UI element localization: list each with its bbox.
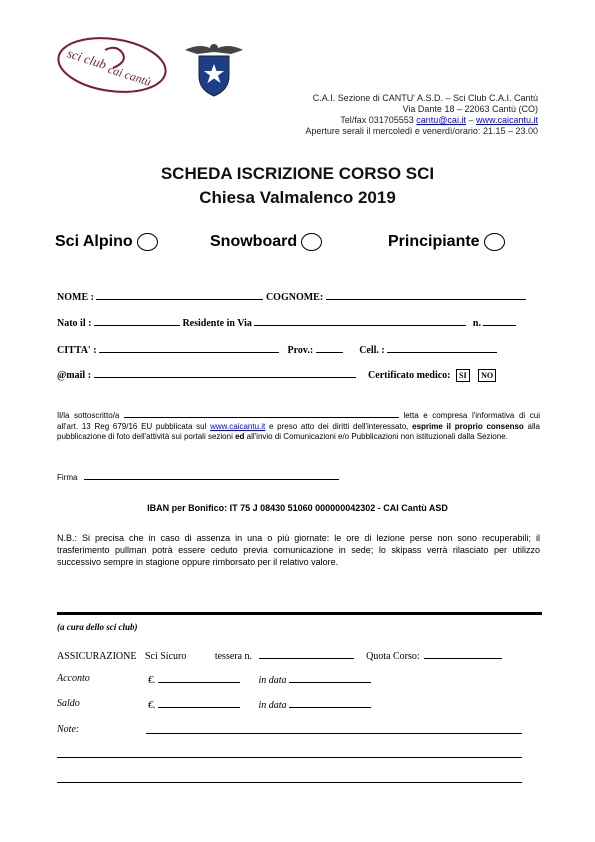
certificato-si-box[interactable]: SI: [456, 369, 470, 382]
civico-field[interactable]: [483, 316, 516, 326]
address-block: [305, 93, 538, 137]
option-snowboard[interactable]: Snowboard: [210, 233, 322, 251]
opening-hours: Aperture serali il mercoledì e venerdì/orario: 21.15 – 23.00: [305, 126, 538, 136]
row-acconto: €. in data: [148, 673, 371, 686]
saldo-label: Saldo: [57, 698, 80, 709]
nome-field[interactable]: [96, 290, 263, 300]
row-citta: CITTA' : Prov.: Cell. :: [57, 343, 497, 356]
cell-field[interactable]: [387, 343, 497, 353]
certificato-no-box[interactable]: NO: [478, 369, 496, 382]
radio-circle[interactable]: [137, 233, 158, 251]
firma-field[interactable]: [84, 470, 339, 480]
consent-site-link[interactable]: www.caicantu.it: [210, 421, 266, 431]
row-mail: @mail : Certificato medico: SI NO: [57, 368, 496, 382]
website-link[interactable]: www.caicantu.it: [475, 115, 538, 125]
saldo-field[interactable]: [158, 698, 240, 708]
sottoscritto-field[interactable]: [124, 408, 399, 418]
email-link[interactable]: cantu@cai.it: [416, 115, 466, 125]
section-divider: [57, 612, 542, 615]
option-sci-alpino[interactable]: Sci Alpino: [55, 233, 158, 251]
radio-circle[interactable]: [301, 233, 322, 251]
acconto-label: Acconto: [57, 673, 90, 684]
sci-club-logo: [55, 36, 170, 94]
acconto-data-field[interactable]: [289, 673, 371, 683]
club-heading: (a cura dello sci club): [57, 622, 138, 632]
page-title: SCHEDA ISCRIZIONE CORSO SCI: [160, 164, 435, 183]
org-address: Via Dante 18 – 22063 Cantù (CO): [402, 104, 538, 114]
note-label: Note:: [57, 724, 80, 735]
page-subtitle: Chiesa Valmalenco 2019: [199, 188, 396, 207]
svg-text:cai cantù: cai cantù: [106, 61, 153, 89]
row-saldo: €. in data: [148, 698, 371, 711]
option-principiante[interactable]: Principiante: [388, 233, 505, 251]
firma-row: Firma: [57, 470, 339, 482]
nb-paragraph: N.B.: Si precisa che in caso di assenza in una o più giornate: le ore di lezione perse non sono recuperabili; il trasferimento pullman potrà essere ceduto previa comunicazione in sede; lo skipass verrà rilasciato per utilizzo successivo sempre in stagione oppure rimborsato per il relativo valore.: [57, 533, 540, 567]
prov-field[interactable]: [316, 343, 343, 353]
radio-circle[interactable]: [484, 233, 505, 251]
saldo-data-field[interactable]: [289, 698, 371, 708]
iban-line: IBAN per Bonifico: IT 75 J 08430 51060 000000042302 - CAI Cantù ASD: [147, 503, 448, 513]
acconto-field[interactable]: [158, 673, 240, 683]
citta-field[interactable]: [99, 343, 279, 353]
cognome-field[interactable]: [326, 290, 526, 300]
consent-paragraph: Il/la sottoscritto/a letta e compresa l'informativa di cui all'art. 13 Reg 679/16 EU pubblicata sul www.caicantu.it e preso atto dei diritti dell'interessato, esprime il proprio consenso alla pubblicazione di foto dell'attività sui portali sezioni ed all'invio di Comunicazioni e/o Pubblicazioni non istituzionali dalla Sezione.: [57, 408, 540, 443]
org-contacts: Tel/fax 031705553 cantu@cai.it – www.caicantu.it: [340, 115, 538, 125]
cai-emblem: [183, 38, 245, 100]
nato-field[interactable]: [94, 316, 180, 326]
org-name: C.A.I. Sezione di CANTU' A.S.D. – Sci Club C.A.I. Cantù: [312, 93, 538, 103]
quota-field[interactable]: [424, 649, 502, 659]
note-line-2[interactable]: [57, 757, 522, 758]
tessera-field[interactable]: [259, 649, 354, 659]
note-line-1[interactable]: [146, 733, 522, 734]
note-line-3[interactable]: [57, 782, 522, 783]
row-assicurazione: ASSICURAZIONE Sci Sicuro tessera n. Quota Corso:: [57, 649, 502, 662]
row-nome: NOME : COGNOME:: [57, 290, 526, 303]
svg-text:sci club: sci club: [65, 45, 109, 72]
row-nato: Nato il : Residente in Via n.: [57, 316, 516, 329]
residente-field[interactable]: [254, 316, 466, 326]
mail-field[interactable]: [94, 368, 356, 378]
